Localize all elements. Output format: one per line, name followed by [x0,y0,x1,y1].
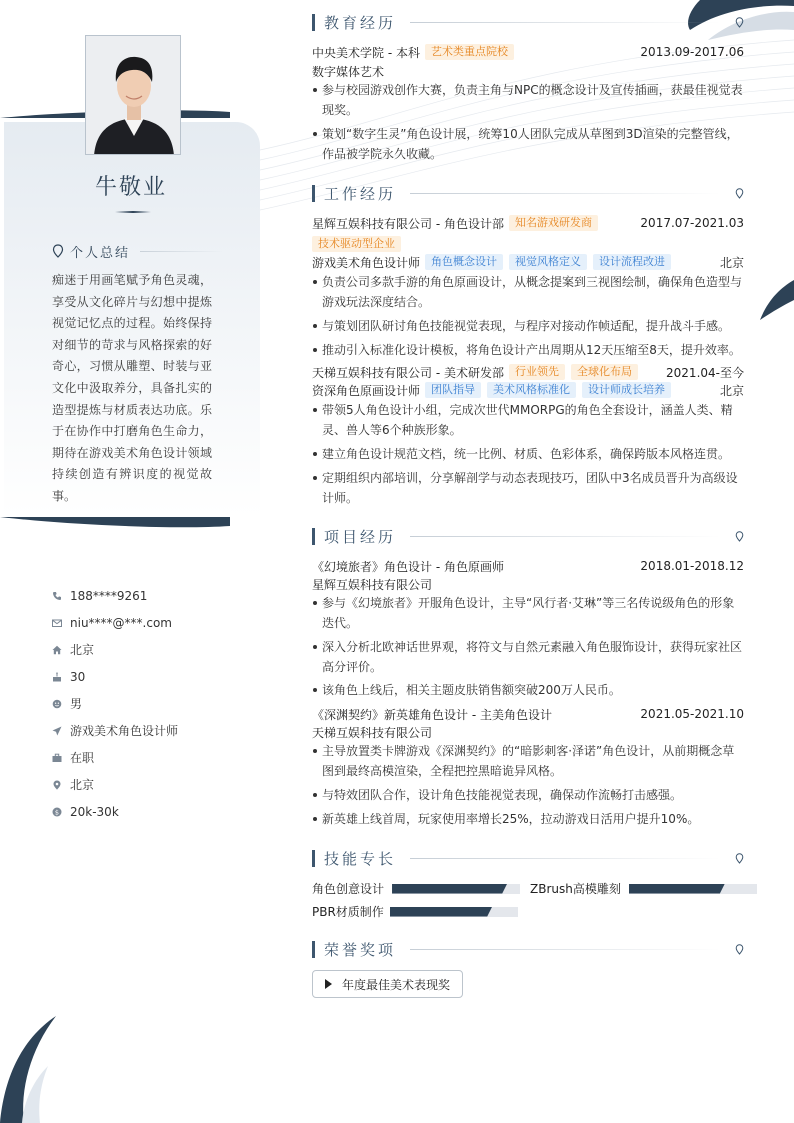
education-date: 2013.09-2017.06 [640,45,744,59]
skills-list [312,880,744,920]
skill-bar-fill [392,884,507,894]
summary-title: 个人总结 [70,245,131,261]
work-city: 北京 [719,383,744,398]
profile-photo [85,35,181,155]
skill-name: 角色创意设计 [312,882,385,896]
contact-status [52,744,252,771]
list-item: 推动引入标准化设计模板，将角色设计产出周期从12天压缩至8天，提升效率。 [312,340,744,360]
contact-list [52,582,252,825]
skill-name: ZBrush高模雕刻 [530,882,621,896]
skill-tag: 角色概念设计 [425,254,503,270]
summary-heading [52,242,222,260]
list-item: 建立角色设计规范文档，统一比例、材质、色彩体系，确保跨版本风格连贯。 [312,444,744,464]
list-item: 深入分析北欧神话世界观，将符文与自然元素融入角色服饰设计，获得玩家社区高分评价。 [312,637,744,677]
list-item: 负责公司多款手游的角色原画设计，从概念提案到三视图绘制，确保角色造型与游戏玩法深度结合。 [312,272,744,312]
pin-icon [52,244,64,258]
divider [410,858,721,859]
section-title: 工作经历 [324,184,397,203]
briefcase-icon [52,753,62,763]
list-item: 新英雄上线首周，玩家使用率增长25%，拉动游戏日活用户提升10%。 [312,809,744,829]
divider [410,22,721,23]
location-icon [52,780,62,790]
education-school-row [312,42,744,62]
skill-item [530,880,757,897]
skill-bar-fill [629,884,725,894]
pin-icon [735,853,744,864]
list-item: 与策划团队研讨角色技能视觉表现，与程序对接动作帧适配，提升战斗手感。 [312,316,744,336]
list-item: 定期组织内部培训，分享解剖学与动态表现技巧，团队中3名成员晋升为高级设计师。 [312,468,744,508]
contact-email [52,609,252,636]
award-badge [312,970,463,998]
skill-item [312,903,518,920]
project-company: 天梯互娱科技有限公司 [312,725,433,740]
mail-icon [52,618,62,628]
list-item: 参与《幻境旅者》开服角色设计，主导“风行者·艾琳”等三名传说级角色的形象迭代。 [312,593,744,633]
job-role: 游戏美术角色设计师 [312,255,421,270]
education-major-row [312,61,744,81]
section-honors-heading [312,939,744,959]
pin-icon [735,944,744,955]
skill-tag: 视觉风格定义 [509,254,587,270]
contact-value: 北京 [70,643,95,657]
pin-icon [735,17,744,28]
cake-icon [52,672,62,682]
list-item: 参与校园游戏创作大赛，负责主角与NPC的概念设计及宣传插画，获最佳视觉表现奖。 [312,80,744,120]
section-bar [312,185,315,202]
divider [410,536,721,537]
work-company-row [312,213,744,233]
project-company-row [312,722,744,742]
home-icon [52,645,62,655]
section-education-heading [312,12,744,32]
salary-icon [52,807,62,817]
divider [140,251,222,252]
divider [410,949,721,950]
section-title: 教育经历 [324,13,397,32]
skill-name: PBR材质制作 [312,905,384,919]
skill-item [312,880,520,897]
section-title: 技能专长 [324,849,397,868]
contact-value: 游戏美术角色设计师 [70,724,179,738]
work-company-row [312,362,744,382]
company-name: 星辉互娱科技有限公司 - 角色设计部 [312,216,504,231]
company-tag: 知名游戏研发商 [509,215,598,231]
section-bar [312,14,315,31]
name-underline [115,211,151,213]
contact-value: 在职 [70,751,95,765]
contact-value: 20k-30k [70,804,119,819]
play-icon [325,979,332,989]
section-bar [312,850,315,867]
work-date: 2017.07-2021.03 [640,216,744,230]
section-title: 荣誉奖项 [324,940,397,959]
contact-value: 男 [70,697,83,711]
project-title: 《深渊契约》新英雄角色设计 - 主美角色设计 [312,707,552,722]
person-name: 牛敬业 [94,175,167,200]
project-company: 星辉互娱科技有限公司 [312,577,433,592]
job-role: 资深角色原画设计师 [312,383,421,398]
work-role-row [312,252,744,272]
contact-value: 北京 [70,778,95,792]
project-title-row [312,556,744,576]
section-project-heading [312,526,744,546]
skill-bar [392,884,520,894]
school-tag: 艺术类重点院校 [425,44,514,60]
svg-text:$: $ [54,807,60,816]
contact-city [52,771,252,798]
skill-tag: 美术风格标准化 [487,382,576,398]
section-work-heading [312,183,744,203]
company-tag: 全球化布局 [571,364,638,380]
divider [410,193,721,194]
work-city: 北京 [719,255,744,270]
company-tag: 技术驱动型企业 [312,236,401,252]
contact-value: niu****@***.com [70,615,172,630]
major: 数字媒体艺术 [312,64,385,79]
project-date: 2018.01-2018.12 [640,559,744,573]
work-company-tags-row [312,234,744,254]
gender-icon [52,699,62,709]
avatar [86,36,181,155]
list-item: 该角色上线后，相关主题皮肤销售额突破200万人民币。 [312,680,744,700]
skill-tag: 设计流程改进 [593,254,671,270]
award-name: 年度最佳美术表现奖 [342,977,451,992]
project-title-row [312,704,744,724]
pin-icon [735,188,744,199]
skill-bar-fill [390,907,492,917]
skill-tag: 团队指导 [425,382,481,398]
contact-gender [52,690,252,717]
company-name: 天梯互娱科技有限公司 - 美术研发部 [312,365,504,380]
project-title: 《幻境旅者》角色设计 - 角色原画师 [312,559,504,574]
list-item: 主导放置类卡牌游戏《深渊契约》的“暗影刺客·泽诺”角色设计，从前期概念草图到最终高模渲染，全程把控黑暗诡异风格。 [312,741,744,781]
pin-icon [735,531,744,542]
contact-salary [52,798,252,825]
contact-home [52,636,252,663]
contact-phone [52,582,252,609]
contact-value: 188****9261 [70,588,148,603]
send-icon [52,726,62,736]
skill-tag: 设计师成长培养 [582,382,671,398]
section-bar [312,941,315,958]
school-name: 中央美术学院 - 本科 [312,45,420,60]
phone-icon [52,591,62,601]
company-tag: 行业领先 [509,364,565,380]
project-date: 2021.05-2021.10 [640,707,744,721]
project-company-row [312,574,744,594]
summary-text: 痴迷于用画笔赋予角色灵魂，享受从文化碎片与幻想中提炼视觉记忆点的过程。始终保持对细节的苛求与风格探索的好奇心，习惯从雕塑、时装与亚文化中汲取养分，具备扎实的造型提炼与材质表达功底。乐于在协作中打磨角色生命力，期待在游戏美术角色设计领域持续创造有辨识度的视觉故事。 [52,273,212,503]
skill-bar [390,907,518,917]
list-item: 与特效团队合作，设计角色技能视觉表现，确保动作流畅打击感强。 [312,785,744,805]
contact-value: 30 [70,669,86,684]
section-skills-heading [312,848,744,868]
section-bar [312,528,315,545]
contact-position [52,717,252,744]
list-item: 带领5人角色设计小组，完成次世代MMORPG的角色全套设计，涵盖人类、精灵、兽人等6个种族形象。 [312,400,744,440]
work-role-row [312,380,744,400]
skill-bar [629,884,757,894]
work-date: 2021.04-至今 [666,365,744,380]
section-title: 项目经历 [324,527,397,546]
contact-age [52,663,252,690]
list-item: 策划“数字生灵”角色设计展，统筹10人团队完成从草图到3D渲染的完整管线，作品被学院永久收藏。 [312,124,744,164]
